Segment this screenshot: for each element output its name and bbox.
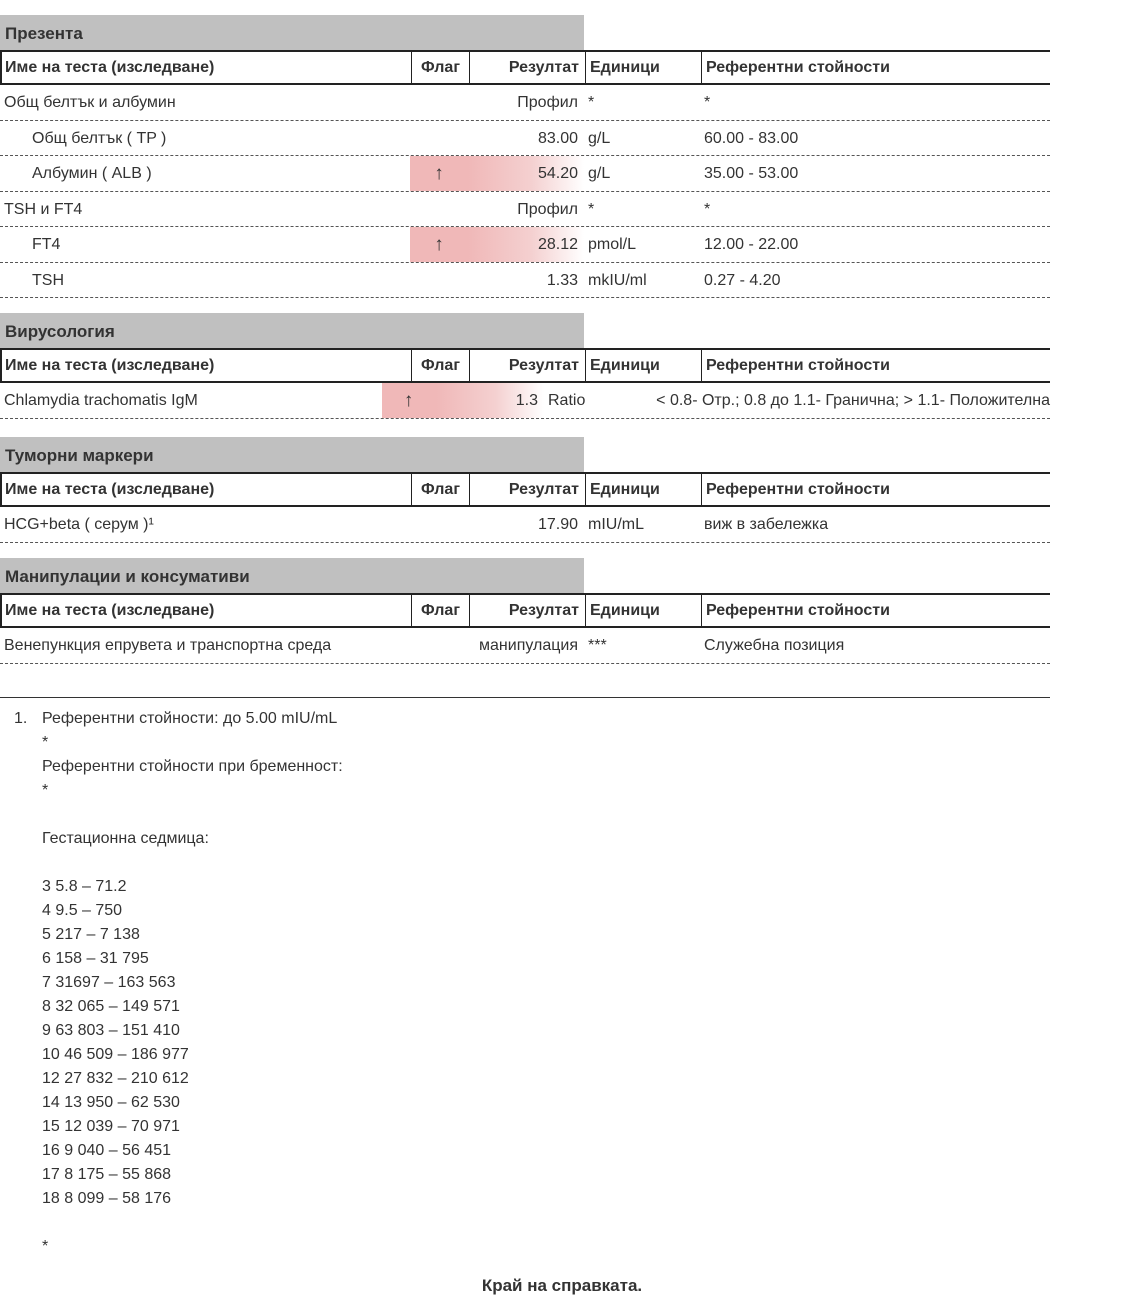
footnote-line: 12 27 832 – 210 612 bbox=[42, 1070, 189, 1087]
section-2 bbox=[0, 437, 1050, 543]
cell-flag: ↑ bbox=[410, 156, 468, 191]
column-header-result: Резултат bbox=[470, 474, 586, 505]
table-header bbox=[0, 472, 1050, 507]
cell-ref: 0.27 - 4.20 bbox=[704, 271, 781, 289]
section-0 bbox=[0, 15, 1050, 298]
report-end: Край на справката. bbox=[481, 1276, 643, 1295]
cell-result: Профил bbox=[517, 94, 578, 111]
cell-name: TSH и FT4 bbox=[4, 200, 83, 218]
table-row bbox=[0, 628, 1050, 664]
cell-name: Общ белтък и албумин bbox=[4, 94, 176, 111]
column-header-ref: Референтни стойности bbox=[706, 481, 890, 498]
cell-name: Общ белтък ( TP ) bbox=[32, 129, 167, 147]
cell-ref: 35.00 - 53.00 bbox=[704, 165, 799, 182]
column-header-units: Единици bbox=[586, 595, 702, 626]
cell-result: 17.90 bbox=[537, 516, 578, 533]
column-header-result: Резултат bbox=[470, 52, 586, 83]
column-header-units: Единици bbox=[586, 350, 702, 381]
cell-ref: 12.00 - 22.00 bbox=[704, 236, 799, 253]
column-header-units: Единици bbox=[586, 474, 702, 505]
table-header bbox=[0, 593, 1050, 628]
section-title: Презента bbox=[0, 15, 584, 50]
footnote-body bbox=[42, 707, 343, 1259]
column-header-result: Резултат bbox=[470, 350, 586, 381]
cell-flag bbox=[410, 121, 468, 156]
footnote-line: 4 9.5 – 750 bbox=[42, 902, 123, 919]
column-header-flag: Флаг bbox=[412, 52, 470, 83]
footnote-line bbox=[42, 803, 343, 827]
cell-ref: виж в забележка bbox=[704, 516, 829, 533]
cell-flag: ↑ bbox=[410, 227, 468, 262]
section-1 bbox=[0, 313, 1050, 419]
cell-name: Chlamydia trachomatis IgM bbox=[4, 392, 198, 409]
footnote-line bbox=[42, 851, 343, 875]
table-row bbox=[0, 383, 1050, 419]
column-header-flag: Флаг bbox=[412, 595, 470, 626]
table-row bbox=[0, 85, 1050, 121]
footnote-line: Референтни стойности при бременност: bbox=[42, 758, 343, 775]
cell-ref: * bbox=[704, 94, 711, 111]
cell-ref: 60.00 - 83.00 bbox=[704, 129, 799, 147]
table-header bbox=[0, 50, 1050, 85]
column-header-ref: Референтни стойности bbox=[706, 59, 890, 76]
cell-result: Профил bbox=[517, 200, 578, 218]
column-header-name: Име на теста (изследване) bbox=[2, 52, 412, 83]
column-header-units: Единици bbox=[586, 52, 702, 83]
cell-units: mkIU/ml bbox=[588, 271, 647, 289]
cell-name: FT4 bbox=[32, 236, 61, 253]
section-3 bbox=[0, 558, 1050, 664]
table-row bbox=[0, 227, 1050, 263]
footnote-line: 10 46 509 – 186 977 bbox=[42, 1046, 189, 1063]
table-row bbox=[0, 507, 1050, 543]
cell-flag bbox=[410, 263, 468, 298]
cell-units: g/L bbox=[588, 165, 611, 182]
cell-name: Албумин ( ALB ) bbox=[32, 165, 152, 182]
footnote-line: 6 158 – 31 795 bbox=[42, 950, 149, 967]
column-header-ref: Референтни стойности bbox=[706, 357, 890, 374]
cell-units: g/L bbox=[588, 129, 611, 147]
section-title: Вирусология bbox=[0, 313, 584, 348]
section-title: Туморни маркери bbox=[0, 437, 584, 472]
column-header-name: Име на теста (изследване) bbox=[2, 595, 412, 626]
cell-flag bbox=[410, 507, 468, 542]
footnotes bbox=[14, 707, 343, 1259]
footnote-line: 18 8 099 – 58 176 bbox=[42, 1190, 172, 1207]
cell-flag bbox=[410, 85, 468, 120]
footnote-line: Гестационна седмица: bbox=[42, 830, 209, 847]
cell-flag: ↑ bbox=[382, 383, 436, 418]
column-header-flag: Флаг bbox=[412, 474, 470, 505]
footnote-line bbox=[42, 1211, 343, 1235]
table-row bbox=[0, 156, 1050, 192]
column-header-flag: Флаг bbox=[412, 350, 470, 381]
section-title: Манипулации и консумативи bbox=[0, 558, 584, 593]
cell-units: pmol/L bbox=[588, 236, 637, 253]
column-header-ref: Референтни стойности bbox=[706, 602, 890, 619]
cell-result: 1.33 bbox=[546, 271, 578, 289]
cell-name: TSH bbox=[32, 271, 64, 289]
footnote-number: 1. bbox=[14, 710, 28, 727]
cell-units: Ratio bbox=[547, 392, 586, 409]
cell-result: 1.3 bbox=[436, 383, 544, 418]
table-header bbox=[0, 348, 1050, 383]
cell-flag bbox=[410, 628, 468, 663]
cell-units: mIU/mL bbox=[588, 516, 644, 533]
footnote-line: Референтни стойности: до 5.00 mIU/mL bbox=[42, 710, 338, 727]
notes-divider bbox=[0, 697, 1050, 698]
cell-ref: < 0.8- Отр.; 0.8 до 1.1- Гранична; > 1.1- Положителна bbox=[656, 392, 1050, 409]
column-header-name: Име на теста (изследване) bbox=[2, 474, 412, 505]
cell-ref: Служебна позиция bbox=[704, 637, 845, 654]
cell-units: *** bbox=[588, 637, 607, 654]
footnote-line: 8 32 065 – 149 571 bbox=[42, 998, 180, 1015]
footnote-line: 14 13 950 – 62 530 bbox=[42, 1094, 180, 1111]
table-row bbox=[0, 263, 1050, 299]
cell-ref: * bbox=[704, 200, 711, 218]
footnote-line: 17 8 175 – 55 868 bbox=[42, 1166, 172, 1183]
footnote-line: 7 31697 – 163 563 bbox=[42, 974, 176, 991]
cell-name: Венепункция епрувета и транспортна среда bbox=[4, 637, 332, 654]
cell-result: манипулация bbox=[479, 637, 578, 654]
cell-result: 54.20 bbox=[468, 156, 584, 191]
footnote-line: * bbox=[42, 782, 49, 799]
footnote-line: * bbox=[42, 1238, 49, 1255]
table-row bbox=[0, 192, 1050, 228]
cell-name: HCG+beta ( серум )¹ bbox=[4, 516, 154, 533]
cell-flag bbox=[410, 192, 468, 227]
column-header-result: Резултат bbox=[470, 595, 586, 626]
table-row bbox=[0, 121, 1050, 157]
footnote-line: 5 217 – 7 138 bbox=[42, 926, 140, 943]
cell-units: * bbox=[588, 94, 595, 111]
footnote-line: 3 5.8 – 71.2 bbox=[42, 878, 127, 895]
footnote-line: * bbox=[42, 734, 49, 751]
footnote-line: 16 9 040 – 56 451 bbox=[42, 1142, 172, 1159]
cell-result: 28.12 bbox=[468, 227, 584, 262]
footnote-line: 15 12 039 – 70 971 bbox=[42, 1118, 180, 1135]
cell-units: * bbox=[588, 200, 595, 218]
cell-result: 83.00 bbox=[537, 129, 578, 147]
column-header-name: Име на теста (изследване) bbox=[2, 350, 412, 381]
footnote-line: 9 63 803 – 151 410 bbox=[42, 1022, 180, 1039]
